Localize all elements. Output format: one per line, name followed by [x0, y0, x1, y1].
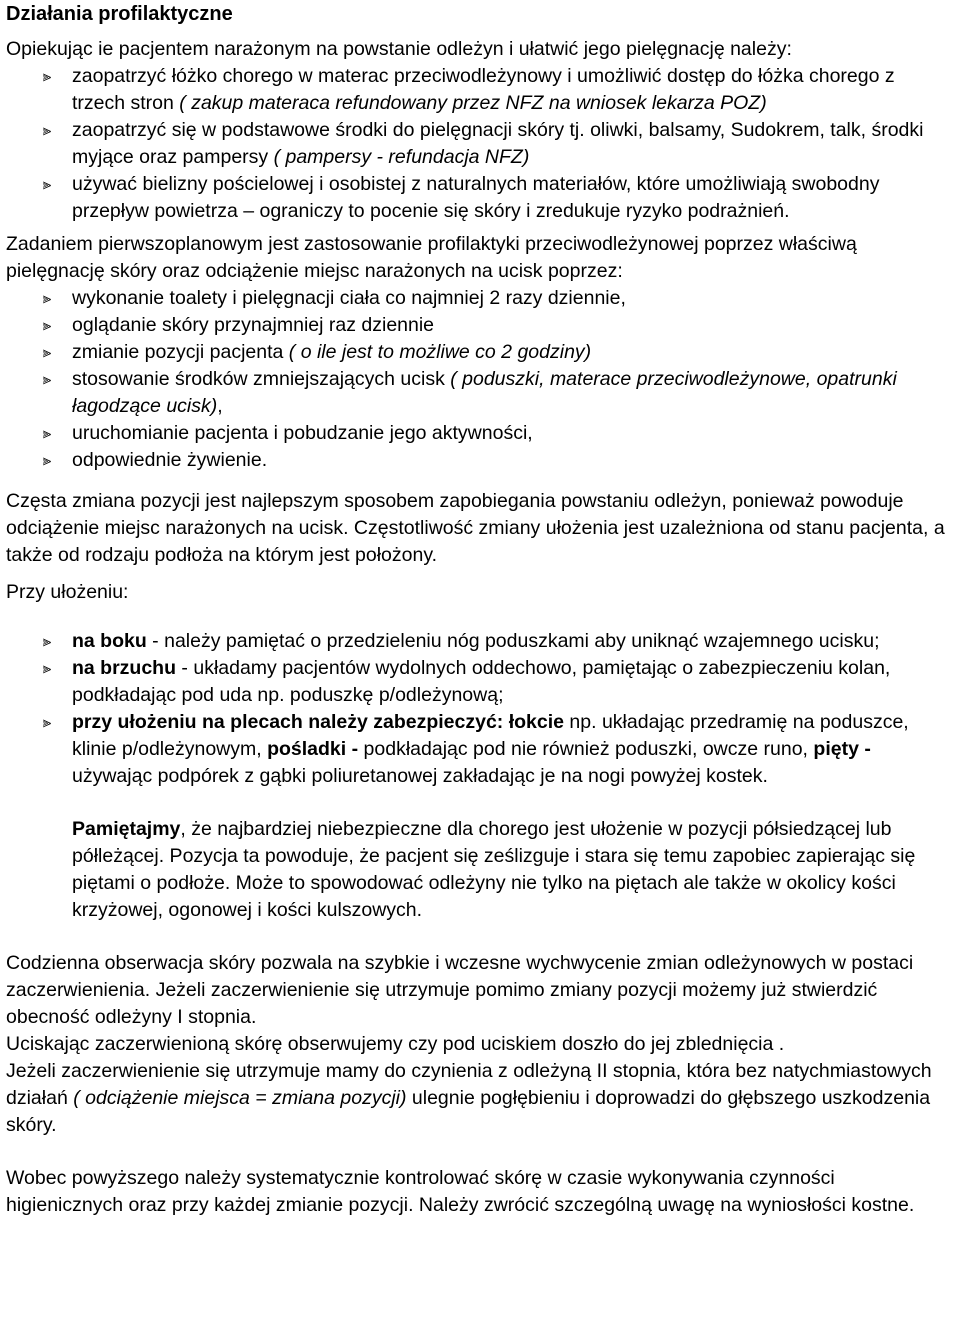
airplane-bullet-icon: ⫸ [42, 452, 52, 469]
list-item: ⫸ odpowiednie żywienie. [6, 447, 952, 474]
airplane-bullet-icon: ⫸ [42, 371, 52, 388]
airplane-bullet-icon: ⫸ [42, 122, 52, 139]
airplane-bullet-icon: ⫸ [42, 176, 52, 193]
airplane-bullet-icon: ⫸ [42, 633, 52, 650]
airplane-bullet-icon: ⫸ [42, 425, 52, 442]
list-item: ⫸ stosowanie środków zmniejszających ucisk ( poduszki, materace przeciwodleżynowe, opatrunki łagodzące ucisk), [6, 366, 952, 420]
airplane-bullet-icon: ⫸ [42, 714, 52, 731]
list-item: ⫸ na boku - należy pamiętać o przedzieleniu nóg poduszkami aby uniknąć wzajemnego ucisku; [6, 628, 952, 655]
section-title: Działania profilaktyczne [6, 3, 233, 25]
list-item: ⫸ uruchomianie pacjenta i pobudzanie jego aktywności, [6, 420, 952, 447]
prevention-actions-list [6, 285, 952, 474]
priority-paragraph: Zadaniem pierwszoplanowym jest zastosowanie profilaktyki przeciwodleżynowej poprzez właściwą pielęgnację skóry oraz odciążenie miejsc narażonych na ucisk poprzez: [6, 233, 857, 282]
airplane-bullet-icon: ⫸ [42, 317, 52, 334]
list-item: ⫸ używać bielizny pościelowej i osobistej z naturalnych materiałów, które umożliwiają swobodny przepływ powietrza – ograniczy to pocenie się skóry i zredukuje ryzyko podrażnień. [6, 171, 952, 225]
positions-label: Przy ułożeniu: [6, 581, 129, 603]
list-item: ⫸ oglądanie skóry przynajmniej raz dziennie [6, 312, 952, 339]
list-item: ⫸ zaopatrzyć łóżko chorego w materac przeciwodleżynowy i umożliwić dostęp do łóżka chorego z trzech stron ( zakup materaca refundowany przez NFZ na wniosek lekarza POZ) [6, 63, 952, 117]
airplane-bullet-icon: ⫸ [42, 344, 52, 361]
list-item: ⫸ na brzuchu - układamy pacjentów wydolnych oddechowo, pamiętając o zabezpieczeniu kolan, podkładając pod uda np. poduszkę p/odleżynową; [6, 655, 952, 709]
summary-paragraph: Wobec powyższego należy systematycznie kontrolować skórę w czasie wykonywania czynności higienicznych oraz przy każdej zmianie pozycji. Należy zwrócić szczególną uwagę na wyniosłości kostne. [6, 1167, 915, 1216]
remember-paragraph: Pamiętajmy, że najbardziej niebezpieczne dla chorego jest ułożenie w pozycji półsiedzącej lub półleżącej. Pozycja ta powoduje, że pacjent się ześlizguje i stara się temu zapobiec zapierając się piętami o podłoże. Może to spowodować odleżyny nie tylko na piętach ale także w okolicy kości krzyżowej, ogonowej i kości kulszowych. [72, 818, 916, 921]
airplane-bullet-icon: ⫸ [42, 660, 52, 677]
observation-paragraph: Codzienna obserwacja skóry pozwala na szybkie i wczesne wychwycenie zmian odleżynowych w postaci zaczerwienienia. Jeżeli zaczerwienienie się utrzymuje pomimo zmiany pozycji możemy już stwierdzić obecność odleżyny I stopnia. Uciskając zaczerwienioną skórę obserwujemy czy pod uciskiem doszło do jej zblednięcia . Jeżeli zaczerwienienie się utrzymuje mamy do czynienia z odleżyną II stopnia, która bez natychmiastowych działań ( odciążenie miejsca = zmiana pozycji) ulegnie pogłębieniu i doprowadzi do głębszego uszkodzenia skóry. [6, 952, 932, 1136]
intro-paragraph: Opiekując ie pacjentem narażonym na powstanie odleżyn i ułatwić jego pielęgnację należy: [6, 38, 792, 60]
list-item: ⫸ zaopatrzyć się w podstawowe środki do pielęgnacji skóry tj. oliwki, balsamy, Sudokrem, talk, środki myjące oraz pampersy ( pampersy - refundacja NFZ) [6, 117, 952, 171]
list-item: ⫸ przy ułożeniu na plecach należy zabezpieczyć: łokcie np. układając przedramię na poduszce, klinie p/odleżynowym, pośladki - podkładając pod nie również poduszki, owcze runo, pięty - używając podpórek z gąbki poliuretanowej zakładając je na nogi powyżej kostek. [6, 709, 952, 790]
care-supplies-list [6, 63, 952, 225]
list-item: ⫸ wykonanie toalety i pielęgnacji ciała co najmniej 2 razy dziennie, [6, 285, 952, 312]
list-item: ⫸ zmianie pozycji pacjenta ( o ile jest to możliwe co 2 godziny) [6, 339, 952, 366]
position-change-paragraph: Częsta zmiana pozycji jest najlepszym sposobem zapobiegania powstaniu odleżyn, ponieważ powoduje odciążenie miejsc narażonych na ucisk. Częstotliwość zmiany ułożenia jest uzależniona od stanu pacjenta, a także od rodzaju podłoża na którym jest położony. [6, 490, 945, 566]
airplane-bullet-icon: ⫸ [42, 68, 52, 85]
airplane-bullet-icon: ⫸ [42, 290, 52, 307]
positioning-list [6, 628, 952, 790]
